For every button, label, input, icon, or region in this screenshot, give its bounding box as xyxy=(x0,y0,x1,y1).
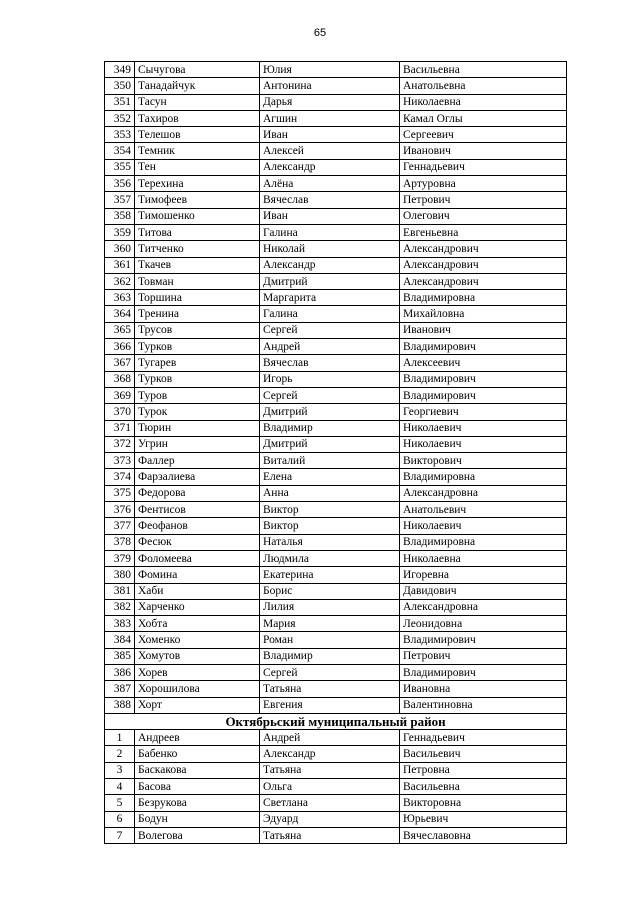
last-name: Фарзалиева xyxy=(135,469,260,485)
patronymic: Владимирович xyxy=(400,664,567,680)
first-name: Александр xyxy=(260,159,400,175)
patronymic: Олегович xyxy=(400,208,567,224)
row-number: 366 xyxy=(105,339,135,355)
table-row xyxy=(105,779,567,795)
patronymic: Николаевна xyxy=(400,94,567,110)
patronymic: Михайловна xyxy=(400,306,567,322)
table-row xyxy=(105,453,567,469)
row-number: 361 xyxy=(105,257,135,273)
first-name: Алёна xyxy=(260,176,400,192)
patronymic: Александрович xyxy=(400,241,567,257)
section-title: Октябрьский муниципальный район xyxy=(105,713,567,729)
table-row xyxy=(105,290,567,306)
last-name: Хоменко xyxy=(135,632,260,648)
table-row xyxy=(105,485,567,501)
row-number: 2 xyxy=(105,746,135,762)
row-number: 357 xyxy=(105,192,135,208)
row-number: 362 xyxy=(105,273,135,289)
roster-body-part-2 xyxy=(105,730,567,844)
patronymic: Валентиновна xyxy=(400,697,567,713)
row-number: 387 xyxy=(105,681,135,697)
roster-body-part-1 xyxy=(105,62,567,714)
last-name: Телешов xyxy=(135,127,260,143)
row-number: 1 xyxy=(105,730,135,746)
row-number: 382 xyxy=(105,599,135,615)
last-name: Трусов xyxy=(135,322,260,338)
table-row xyxy=(105,322,567,338)
table-row xyxy=(105,62,567,78)
first-name: Виталий xyxy=(260,453,400,469)
patronymic: Алексеевич xyxy=(400,355,567,371)
row-number: 353 xyxy=(105,127,135,143)
row-number: 6 xyxy=(105,811,135,827)
patronymic: Игоревна xyxy=(400,567,567,583)
table-row xyxy=(105,827,567,843)
last-name: Феофанов xyxy=(135,518,260,534)
table-row xyxy=(105,371,567,387)
patronymic: Юрьевич xyxy=(400,811,567,827)
last-name: Фесюк xyxy=(135,534,260,550)
patronymic: Викторовна xyxy=(400,795,567,811)
section-header-body xyxy=(105,713,567,729)
patronymic: Ивановна xyxy=(400,681,567,697)
row-number: 375 xyxy=(105,485,135,501)
first-name: Маргарита xyxy=(260,290,400,306)
row-number: 350 xyxy=(105,78,135,94)
row-number: 354 xyxy=(105,143,135,159)
row-number: 358 xyxy=(105,208,135,224)
row-number: 377 xyxy=(105,518,135,534)
table-row xyxy=(105,420,567,436)
first-name: Екатерина xyxy=(260,567,400,583)
patronymic: Давидович xyxy=(400,583,567,599)
last-name: Тугарев xyxy=(135,355,260,371)
last-name: Тимошенко xyxy=(135,208,260,224)
table-row xyxy=(105,664,567,680)
row-number: 367 xyxy=(105,355,135,371)
table-row xyxy=(105,224,567,240)
first-name: Ольга xyxy=(260,779,400,795)
table-row xyxy=(105,387,567,403)
table-row xyxy=(105,159,567,175)
row-number: 379 xyxy=(105,550,135,566)
first-name: Вячеслав xyxy=(260,192,400,208)
table-row xyxy=(105,355,567,371)
first-name: Сергей xyxy=(260,322,400,338)
first-name: Галина xyxy=(260,306,400,322)
first-name: Светлана xyxy=(260,795,400,811)
row-number: 349 xyxy=(105,62,135,78)
row-number: 374 xyxy=(105,469,135,485)
patronymic: Анатольевич xyxy=(400,502,567,518)
patronymic: Владимирович xyxy=(400,387,567,403)
row-number: 7 xyxy=(105,827,135,843)
last-name: Тренина xyxy=(135,306,260,322)
last-name: Хорев xyxy=(135,664,260,680)
patronymic: Александрович xyxy=(400,273,567,289)
first-name: Дмитрий xyxy=(260,436,400,452)
table-row xyxy=(105,127,567,143)
first-name: Алексей xyxy=(260,143,400,159)
last-name: Бабенко xyxy=(135,746,260,762)
row-number: 384 xyxy=(105,632,135,648)
last-name: Баскакова xyxy=(135,762,260,778)
page-number: 65 xyxy=(313,27,327,39)
last-name: Федорова xyxy=(135,485,260,501)
patronymic: Петровна xyxy=(400,762,567,778)
table-row xyxy=(105,143,567,159)
last-name: Фентисов xyxy=(135,502,260,518)
table-row xyxy=(105,681,567,697)
first-name: Николай xyxy=(260,241,400,257)
first-name: Анна xyxy=(260,485,400,501)
roster-table xyxy=(104,61,567,844)
section-header-row xyxy=(105,713,567,729)
table-row xyxy=(105,534,567,550)
patronymic: Васильевна xyxy=(400,62,567,78)
last-name: Турков xyxy=(135,339,260,355)
patronymic: Петрович xyxy=(400,648,567,664)
first-name: Антонина xyxy=(260,78,400,94)
table-row xyxy=(105,404,567,420)
table-row xyxy=(105,78,567,94)
last-name: Титченко xyxy=(135,241,260,257)
row-number: 378 xyxy=(105,534,135,550)
last-name: Турков xyxy=(135,371,260,387)
first-name: Мария xyxy=(260,616,400,632)
first-name: Иван xyxy=(260,208,400,224)
patronymic: Владимирович xyxy=(400,339,567,355)
last-name: Хорошилова xyxy=(135,681,260,697)
first-name: Людмила xyxy=(260,550,400,566)
first-name: Виктор xyxy=(260,502,400,518)
table-row xyxy=(105,648,567,664)
patronymic: Владимировна xyxy=(400,290,567,306)
last-name: Товман xyxy=(135,273,260,289)
row-number: 359 xyxy=(105,224,135,240)
patronymic: Владимировна xyxy=(400,534,567,550)
table-row xyxy=(105,192,567,208)
first-name: Иван xyxy=(260,127,400,143)
patronymic: Петрович xyxy=(400,192,567,208)
patronymic: Александрович xyxy=(400,257,567,273)
first-name: Татьяна xyxy=(260,681,400,697)
first-name: Александр xyxy=(260,746,400,762)
row-number: 356 xyxy=(105,176,135,192)
row-number: 364 xyxy=(105,306,135,322)
table-row xyxy=(105,306,567,322)
row-number: 383 xyxy=(105,616,135,632)
last-name: Тахиров xyxy=(135,110,260,126)
last-name: Фоломеева xyxy=(135,550,260,566)
patronymic: Леонидовна xyxy=(400,616,567,632)
patronymic: Артуровна xyxy=(400,176,567,192)
first-name: Андрей xyxy=(260,339,400,355)
row-number: 352 xyxy=(105,110,135,126)
table-row xyxy=(105,241,567,257)
last-name: Безрукова xyxy=(135,795,260,811)
row-number: 3 xyxy=(105,762,135,778)
last-name: Фаллер xyxy=(135,453,260,469)
last-name: Танадайчук xyxy=(135,78,260,94)
table-row xyxy=(105,518,567,534)
row-number: 386 xyxy=(105,664,135,680)
last-name: Хорт xyxy=(135,697,260,713)
table-row xyxy=(105,583,567,599)
table-row xyxy=(105,273,567,289)
first-name: Вячеслав xyxy=(260,355,400,371)
patronymic: Николаевна xyxy=(400,550,567,566)
last-name: Сычугова xyxy=(135,62,260,78)
patronymic: Иванович xyxy=(400,143,567,159)
last-name: Фомина xyxy=(135,567,260,583)
first-name: Дмитрий xyxy=(260,404,400,420)
table-row xyxy=(105,469,567,485)
table-row xyxy=(105,502,567,518)
row-number: 372 xyxy=(105,436,135,452)
last-name: Тимофеев xyxy=(135,192,260,208)
first-name: Сергей xyxy=(260,664,400,680)
patronymic: Владимирович xyxy=(400,371,567,387)
last-name: Хаби xyxy=(135,583,260,599)
patronymic: Евгеньевна xyxy=(400,224,567,240)
last-name: Тен xyxy=(135,159,260,175)
patronymic: Николаевич xyxy=(400,420,567,436)
first-name: Борис xyxy=(260,583,400,599)
row-number: 368 xyxy=(105,371,135,387)
first-name: Сергей xyxy=(260,387,400,403)
table-row xyxy=(105,436,567,452)
last-name: Хобта xyxy=(135,616,260,632)
first-name: Владимир xyxy=(260,420,400,436)
row-number: 363 xyxy=(105,290,135,306)
first-name: Татьяна xyxy=(260,827,400,843)
table-row xyxy=(105,632,567,648)
row-number: 370 xyxy=(105,404,135,420)
table-row xyxy=(105,339,567,355)
first-name: Роман xyxy=(260,632,400,648)
last-name: Тасун xyxy=(135,94,260,110)
last-name: Тюрин xyxy=(135,420,260,436)
last-name: Туров xyxy=(135,387,260,403)
first-name: Татьяна xyxy=(260,762,400,778)
patronymic: Николаевич xyxy=(400,518,567,534)
last-name: Темник xyxy=(135,143,260,159)
last-name: Терехина xyxy=(135,176,260,192)
table-row xyxy=(105,599,567,615)
last-name: Турок xyxy=(135,404,260,420)
first-name: Андрей xyxy=(260,730,400,746)
last-name: Торшина xyxy=(135,290,260,306)
row-number: 380 xyxy=(105,567,135,583)
patronymic: Васильевна xyxy=(400,779,567,795)
patronymic: Иванович xyxy=(400,322,567,338)
patronymic: Сергеевич xyxy=(400,127,567,143)
last-name: Угрин xyxy=(135,436,260,452)
row-number: 5 xyxy=(105,795,135,811)
first-name: Эдуард xyxy=(260,811,400,827)
row-number: 385 xyxy=(105,648,135,664)
patronymic: Викторович xyxy=(400,453,567,469)
last-name: Волегова xyxy=(135,827,260,843)
row-number: 365 xyxy=(105,322,135,338)
patronymic: Георгиевич xyxy=(400,404,567,420)
row-number: 388 xyxy=(105,697,135,713)
table-row xyxy=(105,550,567,566)
table-row xyxy=(105,762,567,778)
table-row xyxy=(105,94,567,110)
last-name: Ткачев xyxy=(135,257,260,273)
first-name: Дмитрий xyxy=(260,273,400,289)
first-name: Виктор xyxy=(260,518,400,534)
table-row xyxy=(105,257,567,273)
last-name: Титова xyxy=(135,224,260,240)
patronymic: Александровна xyxy=(400,485,567,501)
first-name: Александр xyxy=(260,257,400,273)
first-name: Владимир xyxy=(260,648,400,664)
last-name: Бодун xyxy=(135,811,260,827)
row-number: 355 xyxy=(105,159,135,175)
patronymic: Владимировна xyxy=(400,469,567,485)
row-number: 4 xyxy=(105,779,135,795)
first-name: Агшин xyxy=(260,110,400,126)
first-name: Юлия xyxy=(260,62,400,78)
patronymic: Васильевич xyxy=(400,746,567,762)
first-name: Игорь xyxy=(260,371,400,387)
first-name: Евгения xyxy=(260,697,400,713)
row-number: 373 xyxy=(105,453,135,469)
table-row xyxy=(105,795,567,811)
table-row xyxy=(105,811,567,827)
row-number: 360 xyxy=(105,241,135,257)
patronymic: Камал Оглы xyxy=(400,110,567,126)
last-name: Басова xyxy=(135,779,260,795)
patronymic: Анатольевна xyxy=(400,78,567,94)
table-row xyxy=(105,567,567,583)
patronymic: Геннадьевич xyxy=(400,730,567,746)
patronymic: Владимирович xyxy=(400,632,567,648)
row-number: 369 xyxy=(105,387,135,403)
first-name: Лилия xyxy=(260,599,400,615)
row-number: 371 xyxy=(105,420,135,436)
table-row xyxy=(105,730,567,746)
first-name: Елена xyxy=(260,469,400,485)
patronymic: Вячеславовна xyxy=(400,827,567,843)
table-row xyxy=(105,110,567,126)
first-name: Галина xyxy=(260,224,400,240)
last-name: Харченко xyxy=(135,599,260,615)
table-row xyxy=(105,176,567,192)
table-row xyxy=(105,616,567,632)
row-number: 376 xyxy=(105,502,135,518)
table-row xyxy=(105,697,567,713)
patronymic: Николаевич xyxy=(400,436,567,452)
patronymic: Геннадьевич xyxy=(400,159,567,175)
row-number: 381 xyxy=(105,583,135,599)
last-name: Андреев xyxy=(135,730,260,746)
last-name: Хомутов xyxy=(135,648,260,664)
table-row xyxy=(105,208,567,224)
patronymic: Александровна xyxy=(400,599,567,615)
first-name: Дарья xyxy=(260,94,400,110)
first-name: Наталья xyxy=(260,534,400,550)
table-row xyxy=(105,746,567,762)
row-number: 351 xyxy=(105,94,135,110)
